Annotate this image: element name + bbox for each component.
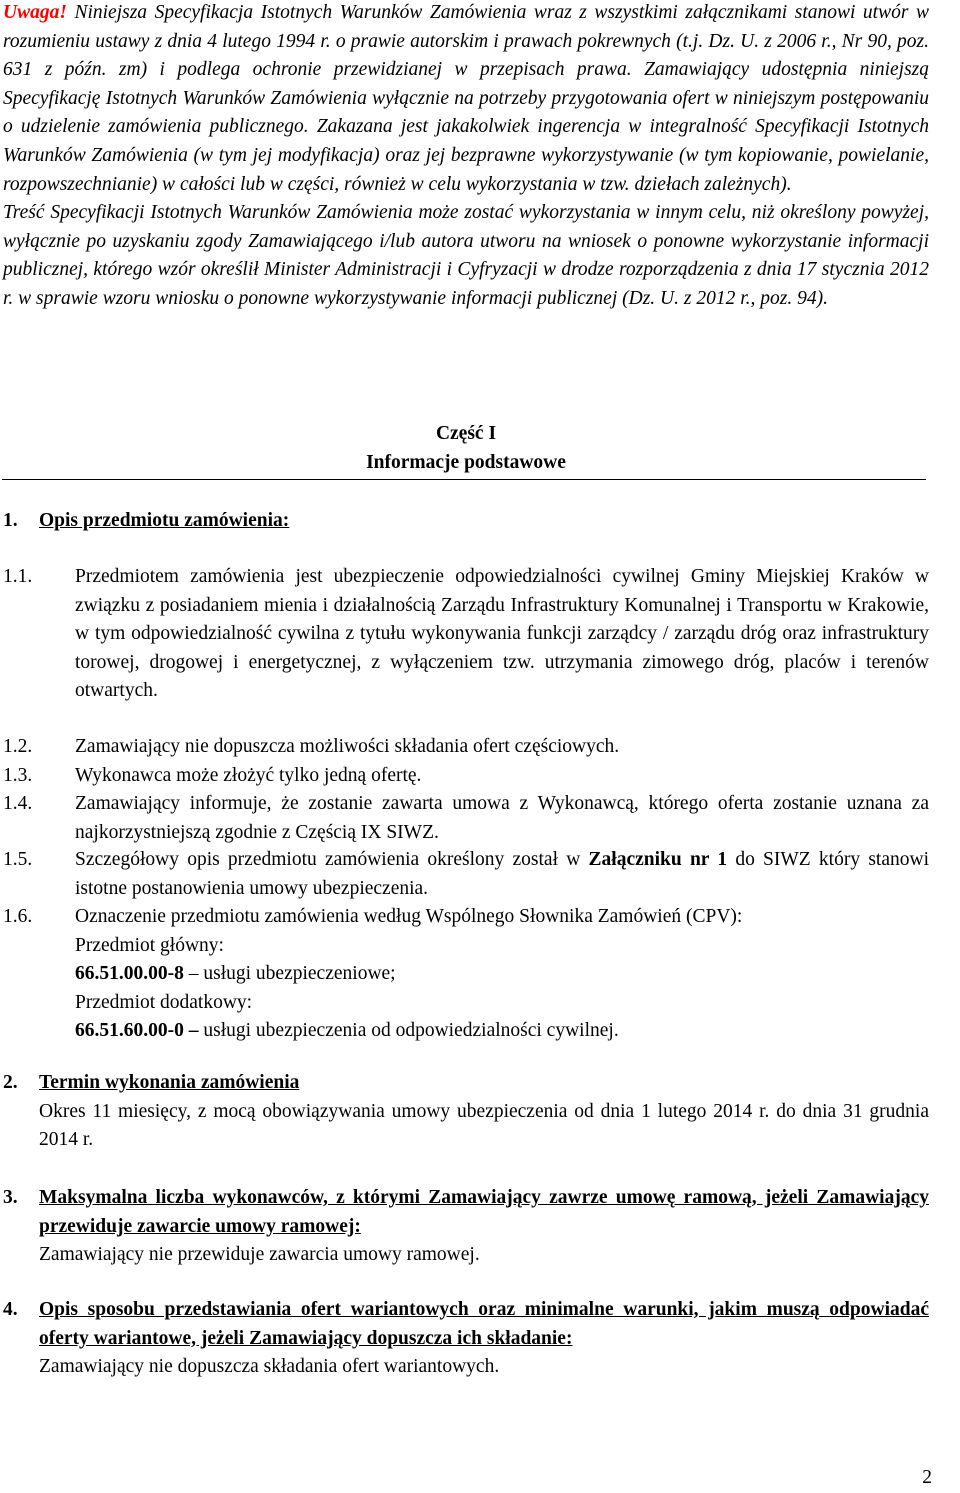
item-number: 1.5. [3,849,33,870]
section-body: Okres 11 miesięcy, z mocą obowiązywania umowy ubezpieczenia od dnia 1 lutego 2014 r. do dnia 31 grudnia 2014 r. [39,1100,929,1151]
cpv-extra-desc: usługi ubezpieczenia od odpowiedzialności cywilnej. [198,1020,619,1042]
section-3 [3,1184,929,1270]
list-item-1-4 [3,790,929,847]
list-item-1-3 [3,762,929,791]
cpv-main-desc: – usługi ubezpieczeniowe; [183,963,396,985]
item-text: Zamawiający nie dopuszcza możliwości składania ofert częściowych. [75,736,620,757]
section-1-heading [3,507,929,536]
section-number: 2. [3,1072,18,1093]
section-body: Zamawiający nie dopuszcza składania ofert wariantowych. [39,1356,500,1378]
section-title: Maksymalna liczba wykonawców, z którymi Zamawiający zawrze umowę ramową, jeżeli Zamawiający przewiduje zawarcie umowy ramowej: [39,1187,929,1237]
list-item-1-2 [3,733,929,762]
item-text: Oznaczenie przedmiotu zamówienia według Wspólnego Słownika Zamówień (CPV): [75,906,743,927]
part-subtitle: Informacje podstawowe [366,451,566,473]
copyright-notice [3,0,929,314]
section-title: Termin wykonania zamówienia [39,1072,300,1093]
cpv-extra-code: 66.51.60.00-0 – [75,1020,199,1042]
cpv-main-code: 66.51.00.00-8 [75,963,184,985]
item-number: 1.2. [3,736,33,757]
list-item-1-1 [3,563,929,706]
attachment-reference: Załączniku nr 1 [588,849,728,870]
horizontal-rule [2,479,926,480]
cpv-main-label: Przedmiot główny: [75,934,224,956]
item-text: Przedmiotem zamówienia jest ubezpieczenie odpowiedzialności cywilnej Gminy Miejskiej Kraków w związku z posiadaniem mienia i działalnością Zarządu Infrastruktury Komunalnej i Transportu w Krakowie, w tym odpowiedzialność cywilna z tytułu wykonywania funkcji zarządcy / zarządu dróg oraz infrastruktury torowej, drogowej i energetycznej, z wyłączeniem tzw. utrzymania zimowego dróg, placów i terenów otwartych. [75,566,929,702]
notice-text-reuse: Treść Specyfikacji Istotnych Warunków Zamówienia może zostać wykorzystania w innym celu, niż określony powyżej, wyłącznie po uzyskaniu zgody Zamawiającego i/lub autora utworu na wniosek o ponowne wykorzystanie informacji publicznej, którego wzór określił Minister Administracji i Cyfryzacji w drodze rozporządzenia z dnia 17 stycznia 2012 r. w sprawie wzoru wniosku o ponowne wykorzystywanie informacji publicznej (Dz. U. z 2012 r., poz. 94). [3,202,929,309]
section-number: 4. [3,1299,18,1320]
item-text-pre: Szczegółowy opis przedmiotu zamówienia określony został w [75,849,589,870]
item-text: Wykonawca może złożyć tylko jedną ofertę. [75,765,422,786]
part-title: Część I [435,423,497,444]
part-heading [0,420,932,477]
cpv-extra-label: Przedmiot dodatkowy: [75,991,253,1013]
list-item-1-6 [3,903,929,1046]
section-title: Opis przedmiotu zamówienia: [39,510,290,531]
section-2 [3,1069,929,1155]
item-text: Zamawiający informuje, że zostanie zawarta umowa z Wykonawcą, którego oferta zostanie uznana za najkorzystniejszą zgodnie z Częścią IX SIWZ. [75,793,929,843]
section-title: Opis sposobu przedstawiania ofert wariantowych oraz minimalne warunki, jakim muszą odpowiadać oferty wariantowe, jeżeli Zamawiający dopuszcza ich składanie: [39,1299,929,1349]
item-number: 1.4. [3,793,33,814]
item-number: 1.1. [3,566,33,587]
notice-text: Niniejsza Specyfikacja Istotnych Warunków Zamówienia wraz z wszystkimi załącznikami stanowi utwór w rozumieniu ustawy z dnia 4 lutego 1994 r. o prawie autorskim i prawach pokrewnych (t.j. Dz. U. z 2006 r., Nr 90, poz. 631 z późn. zm) i podlega ochronie przewidzianej w przepisach prawa. Zamawiający udostępnia niniejszą Specyfikację Istotnych Warunków Zamówienia wyłącznie na potrzeby przygotowania ofert w niniejszym postępowaniu o udzielenie zamówienia publicznego. Zakazana jest jakakolwiek ingerencja w integralność Specyfikacji Istotnych Warunków Zamówienia (w tym jej modyfikacja) oraz jej bezprawne wykorzystywanie (w tym kopiowanie, powielanie, rozpowszechnianie) w całości lub w części, również w celu wykorzystania w tzw. dziełach zależnych). [3,2,929,195]
section-number: 3. [3,1187,18,1208]
item-text-post: do SIWZ który stanowi istotne postanowienia umowy ubezpieczenia. [75,849,929,899]
page-number: 2 [922,1467,932,1488]
section-4 [3,1296,929,1382]
list-item-1-5 [3,846,929,903]
item-text [75,846,929,903]
warning-label: Uwaga! [3,2,67,23]
section-number: 1. [3,510,18,531]
section-body: Zamawiający nie przewiduje zawarcia umowy ramowej. [39,1244,480,1266]
item-number: 1.3. [3,765,33,786]
item-number: 1.6. [3,906,33,927]
